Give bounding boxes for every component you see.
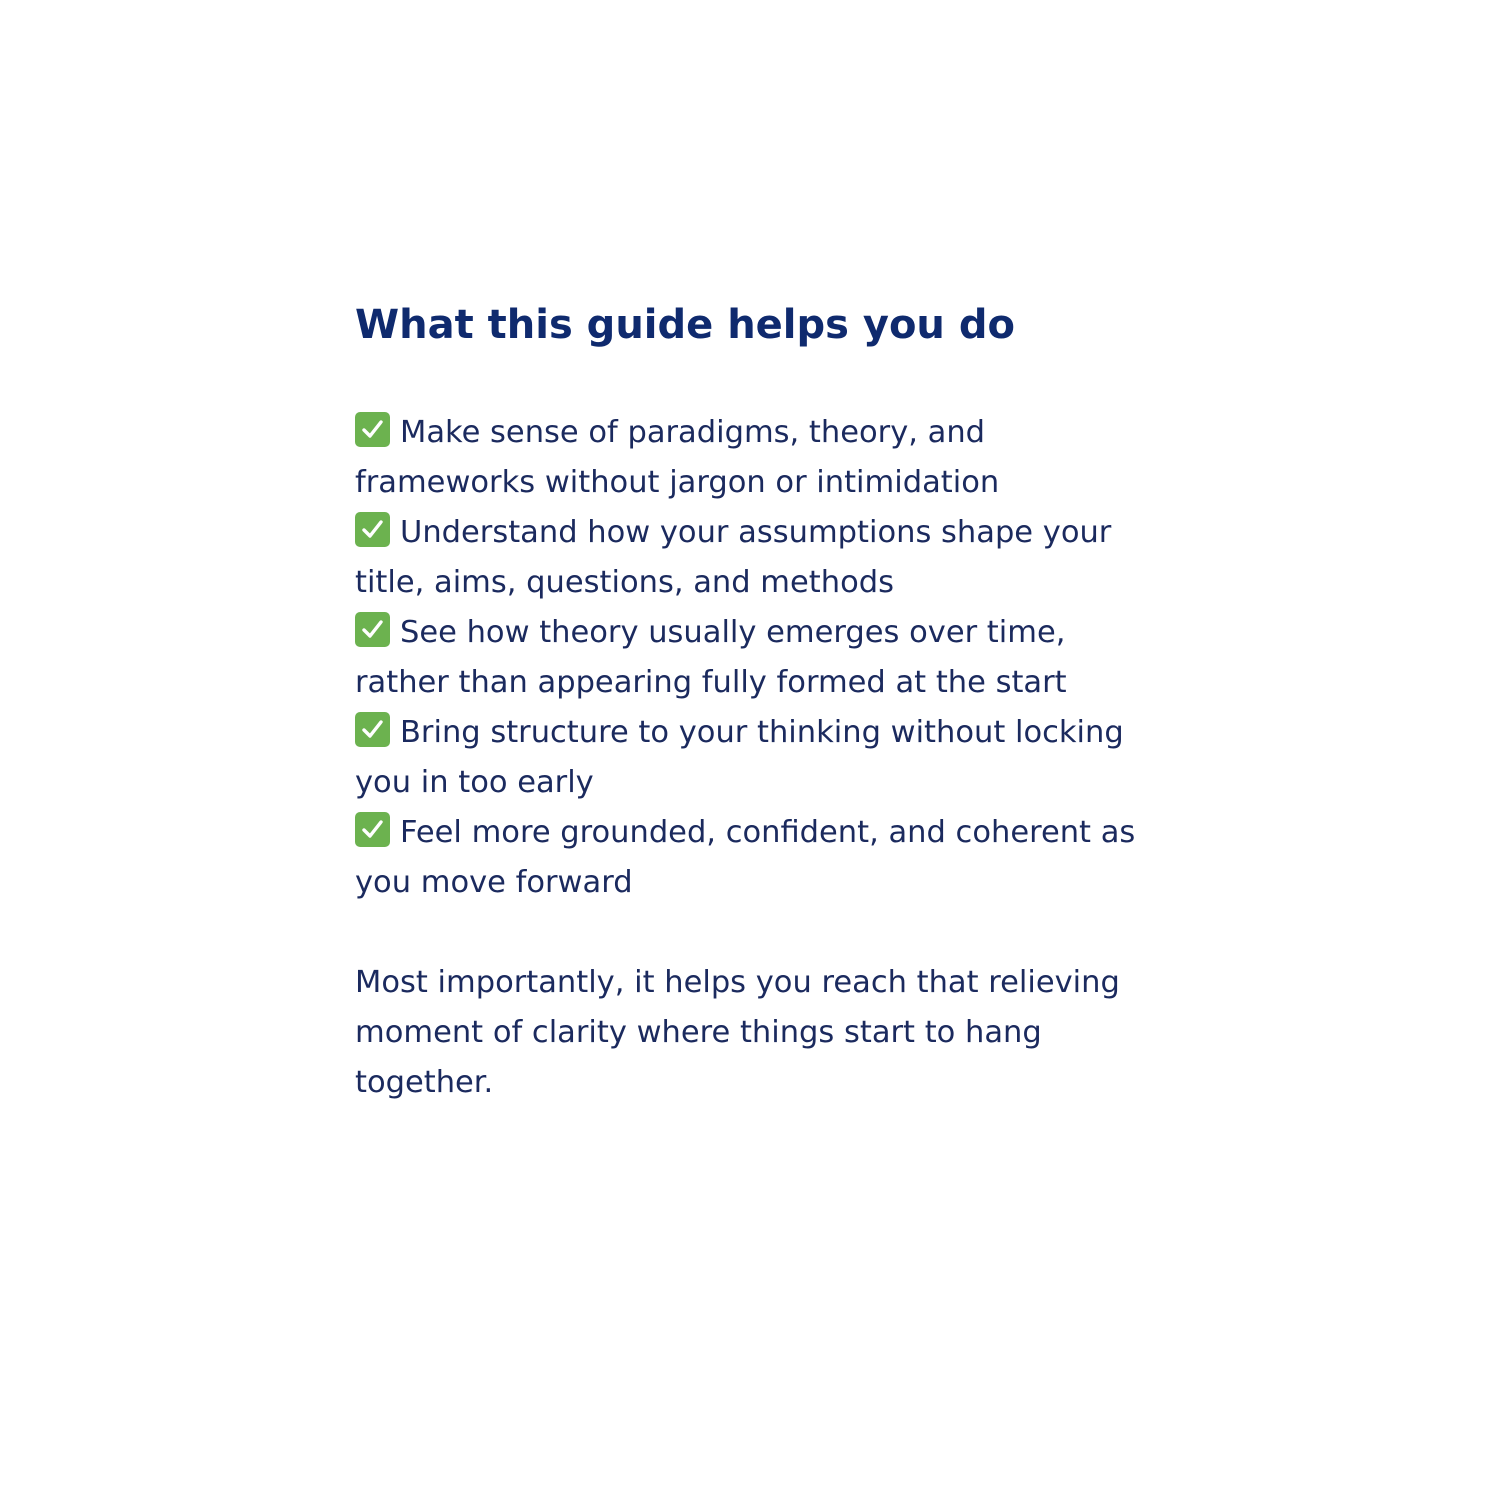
benefit-text: See how theory usually emerges over time, rather than appearing fully formed at the start xyxy=(355,615,1067,700)
benefits-list xyxy=(355,408,1145,908)
guide-benefits-section xyxy=(355,296,1145,1108)
check-mark-icon xyxy=(355,612,390,647)
check-mark-icon xyxy=(355,512,390,547)
benefit-text: Understand how your assumptions shape your title, aims, questions, and methods xyxy=(355,515,1112,600)
check-mark-icon xyxy=(355,812,390,847)
benefit-item xyxy=(355,808,1145,908)
benefit-item xyxy=(355,608,1145,708)
benefit-item xyxy=(355,408,1145,508)
benefit-text: Bring structure to your thinking without locking you in too early xyxy=(355,715,1124,800)
check-mark-icon xyxy=(355,412,390,447)
benefit-item xyxy=(355,508,1145,608)
check-mark-icon xyxy=(355,712,390,747)
page-title: What this guide helps you do xyxy=(355,302,1015,348)
benefit-text: Make sense of paradigms, theory, and frameworks without jargon or intimidation xyxy=(355,415,1000,500)
benefit-item xyxy=(355,708,1145,808)
closing-paragraph: Most importantly, it helps you reach that relieving moment of clarity where things start to hang together. xyxy=(355,965,1120,1100)
benefit-text: Feel more grounded, confident, and coherent as you move forward xyxy=(355,815,1136,900)
